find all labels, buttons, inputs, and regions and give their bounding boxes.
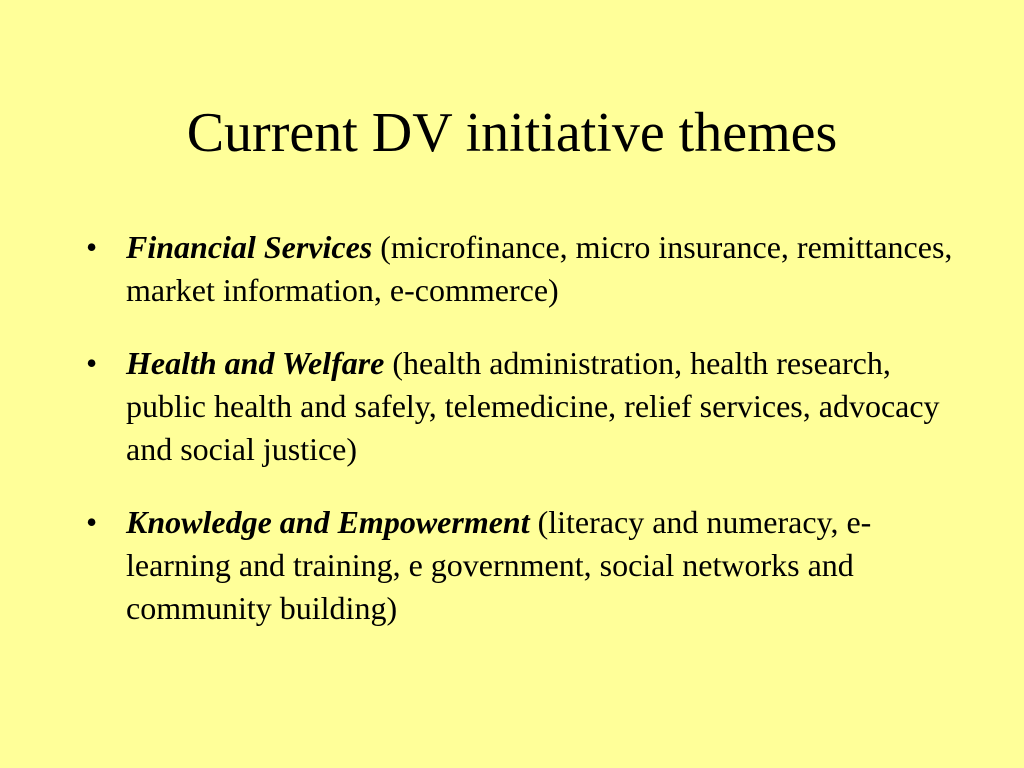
bullet-item-knowledge-and-empowerment [86,501,976,630]
bullet-icon: • [86,504,98,540]
bullet-detail: (literacy and numeracy, e-learning and training, e government, social networks and community building) [126,504,872,626]
slide-title: Current DV initiative themes [186,102,838,164]
bullet-icon: • [86,345,98,381]
bullet-heading: Health and Welfare [126,345,385,381]
bullet-item-financial-services [86,226,976,312]
bullet-item-health-and-welfare [86,342,976,471]
bullet-heading: Knowledge and Empowerment [126,504,530,540]
bullet-icon: • [86,229,98,265]
bullet-list [86,226,976,660]
bullet-detail: (microfinance, micro insurance, remittances, market information, e-commerce) [126,229,953,308]
bullet-heading: Financial Services [126,229,373,265]
bullet-detail: (health administration, health research, public health and safely, telemedicine, relief services, advocacy and social justice) [126,345,940,467]
